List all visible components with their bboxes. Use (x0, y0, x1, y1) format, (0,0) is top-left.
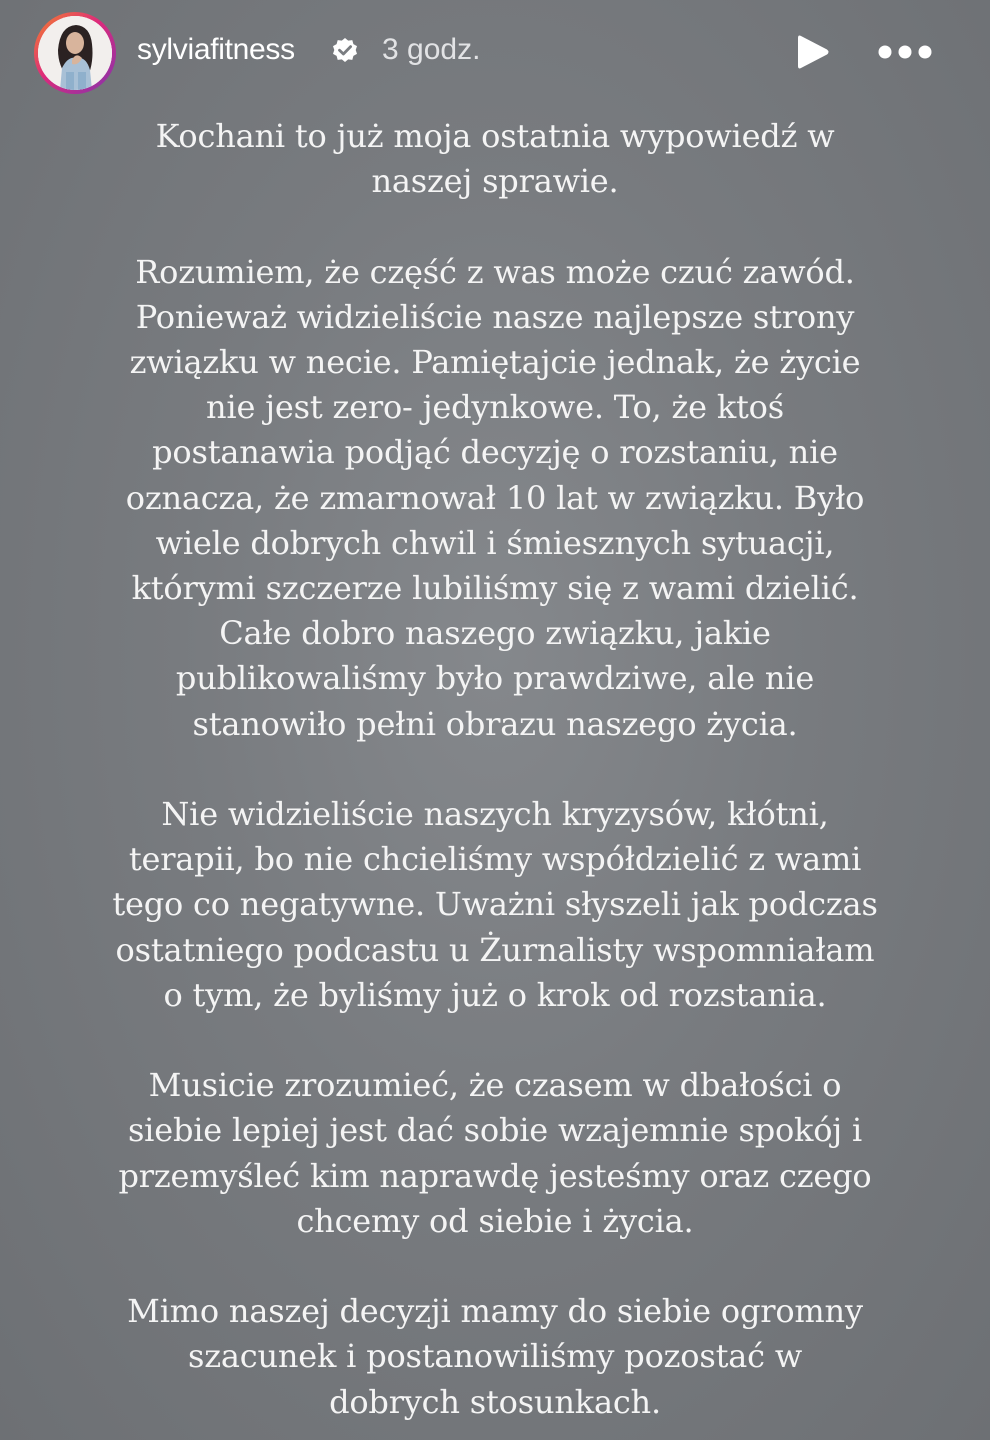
text-line: Musicie zrozumieć, że czasem w dbałości o (148, 1066, 842, 1105)
text-line: Całe dobro naszego związku, jakie (219, 614, 771, 653)
text-line: postanawia podjąć decyzję o rozstaniu, nie (152, 433, 838, 472)
text-line: naszej sprawie. (371, 162, 619, 201)
text-line: Nie widzieliście naszych kryzysów, kłótni, (161, 795, 829, 834)
paragraph-2 (60, 250, 930, 747)
text-line: szacunek i postanowiliśmy pozostać w (187, 1337, 803, 1376)
avatar-image (38, 16, 112, 90)
text-line: chcemy od siebie i życia. (296, 1201, 694, 1240)
play-icon[interactable] (794, 32, 832, 72)
text-line: Mimo naszej decyzji mamy do siebie ogromny (127, 1292, 863, 1331)
paragraph-1 (60, 114, 930, 204)
text-line: ostatniego podcastu u Żurnalisty wspomniałam (115, 930, 875, 969)
text-line: dobrych stosunkach. (329, 1382, 661, 1421)
avatar[interactable] (34, 12, 116, 94)
paragraph-4 (60, 1063, 930, 1244)
text-line: publikowaliśmy było prawdziwe, ale nie (175, 659, 815, 698)
story-timestamp: 3 godz. (382, 33, 481, 66)
text-line: siebie lepiej jest dać sobie wzajemnie spokój i (127, 1111, 863, 1150)
text-line: Ponieważ widzieliście nasze najlepsze strony (135, 297, 855, 336)
verified-badge-icon (331, 37, 359, 65)
text-line: którymi szczerze lubiliśmy się z wami dzielić. (131, 569, 859, 608)
text-line: terapii, bo nie chcieliśmy współdzielić z wami (128, 840, 862, 879)
username[interactable]: sylviafitness (137, 33, 295, 66)
story-header (0, 0, 990, 110)
paragraph-3 (60, 792, 930, 1018)
text-line: oznacza, że zmarnował 10 lat w związku. Było (125, 478, 865, 517)
text-line: przemyśleć kim naprawdę jesteśmy oraz czego (118, 1156, 872, 1195)
text-line: Rozumiem, że część z was może czuć zawód. (135, 252, 855, 291)
text-line: Kochani to już moja ostatnia wypowiedź w (155, 117, 835, 155)
text-line: stanowiło pełni obrazu naszego życia. (192, 704, 798, 743)
more-options-icon[interactable] (876, 38, 934, 66)
text-line: wiele dobrych chwil i śmiesznych sytuacji, (155, 523, 835, 562)
paragraph-5 (60, 1289, 930, 1425)
text-line: tego co negatywne. Uważni słyszeli jak podczas (112, 885, 878, 924)
text-line: związku w necie. Pamiętajcie jednak, że życie (129, 343, 861, 381)
text-line: nie jest zero- jedynkowe. To, że ktoś (206, 388, 784, 427)
text-line: o tym, że byliśmy już o krok od rozstania. (163, 975, 827, 1014)
story-text (60, 114, 930, 1440)
